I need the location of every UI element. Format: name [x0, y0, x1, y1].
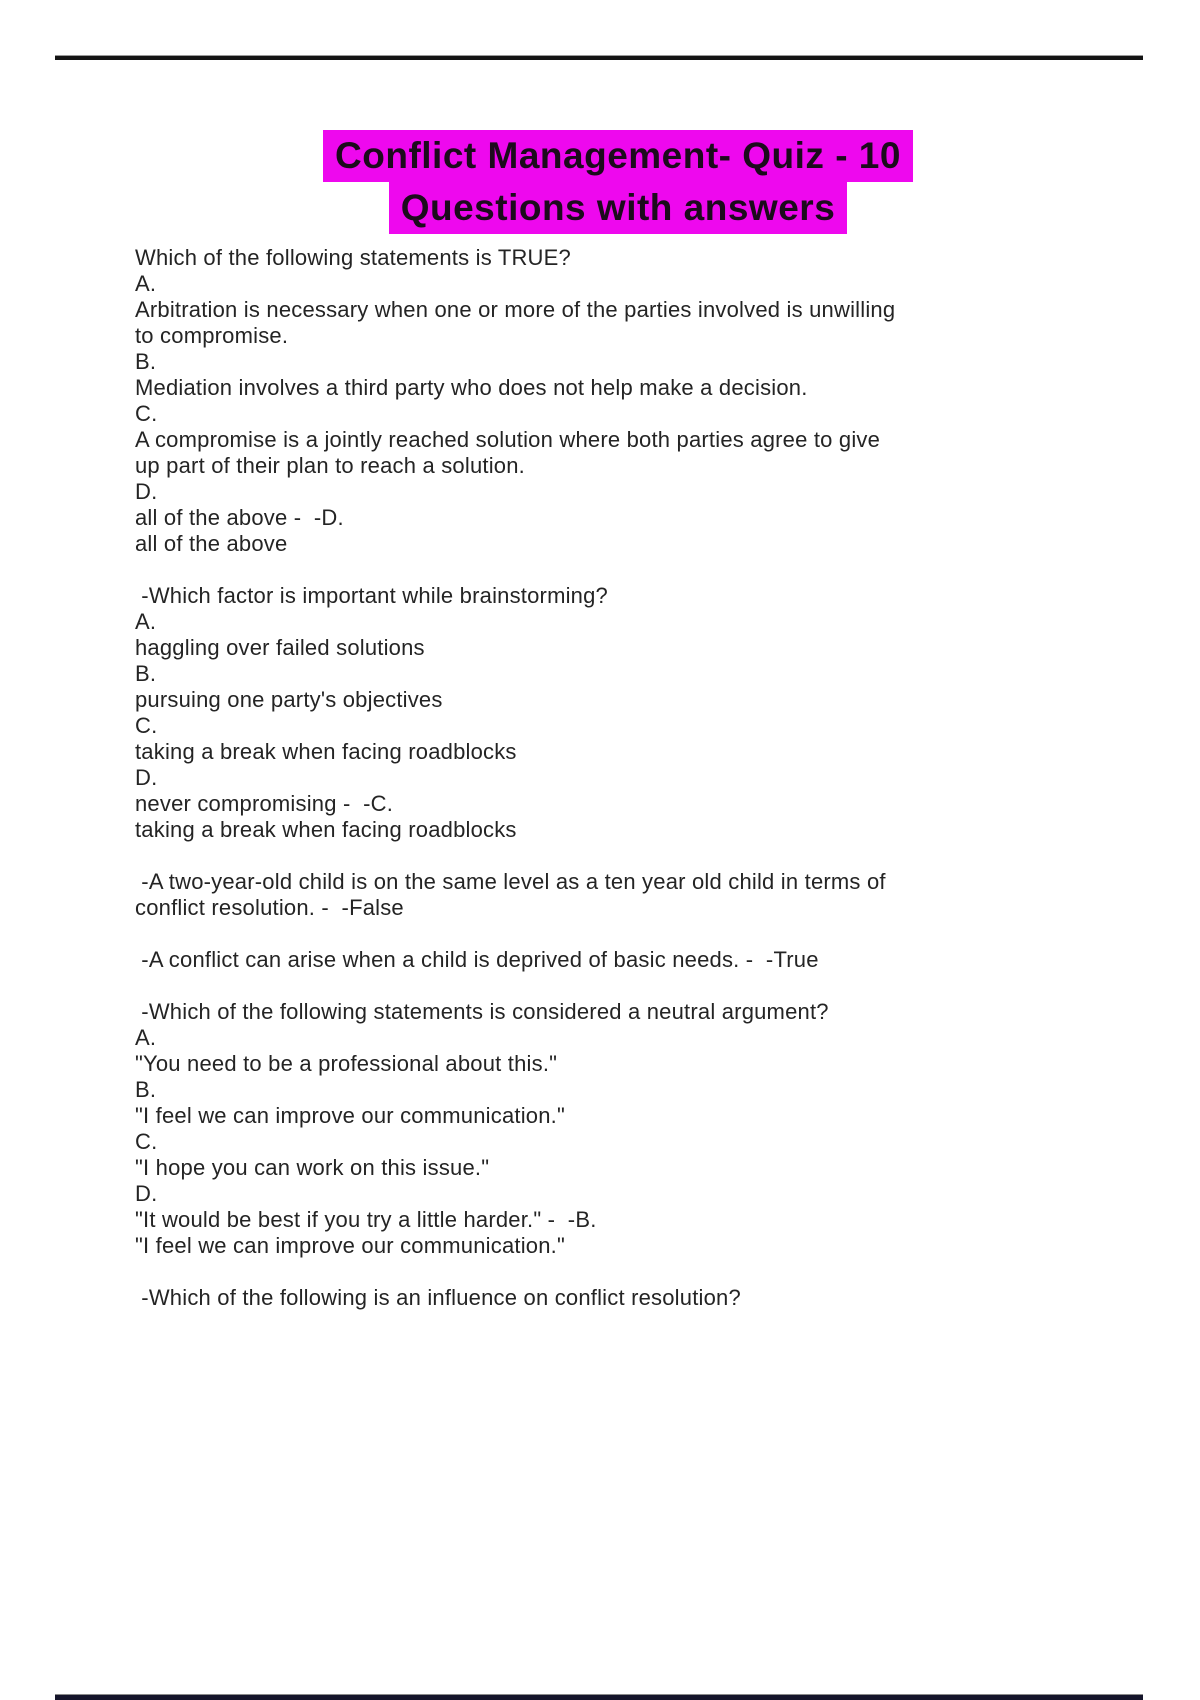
document-line: "I feel we can improve our communication.": [135, 1233, 565, 1258]
document-line: C.: [135, 713, 158, 738]
document-line: C.: [135, 1129, 158, 1154]
document-line: B.: [135, 661, 157, 686]
blank-line: [135, 921, 1145, 947]
blank-line: [135, 973, 1145, 999]
document-line: pursuing one party's objectives: [135, 687, 443, 712]
document-line: D.: [135, 1181, 158, 1206]
document-line: A.: [135, 1025, 157, 1050]
document-line: never compromising - -C.: [135, 791, 394, 816]
document-line: "It would be best if you try a little harder." - -B.: [135, 1207, 597, 1232]
document-line: Mediation involves a third party who does not help make a decision.: [135, 375, 808, 400]
document-line: -A two-year-old child is on the same level as a ten year old child in terms of: [135, 869, 886, 894]
document-line: -A conflict can arise when a child is deprived of basic needs. - -True: [135, 947, 819, 972]
document-line: A.: [135, 609, 157, 634]
blank-line: [135, 843, 1145, 869]
document-line: conflict resolution. - -False: [135, 895, 404, 920]
bottom-horizontal-rule: [55, 1694, 1143, 1700]
document-line: Arbitration is necessary when one or more of the parties involved is unwilling: [135, 297, 896, 322]
document-line: taking a break when facing roadblocks: [135, 817, 517, 842]
top-horizontal-rule: [55, 55, 1143, 60]
blank-line: [135, 1259, 1145, 1285]
blank-line: [135, 557, 1145, 583]
document-line: D.: [135, 479, 158, 504]
document-line: -Which of the following statements is considered a neutral argument?: [135, 999, 829, 1024]
document-line: haggling over failed solutions: [135, 635, 425, 660]
document-line: A.: [135, 271, 157, 296]
document-line: taking a break when facing roadblocks: [135, 739, 517, 764]
quiz-body: [135, 245, 1145, 1311]
title-line-1: Conflict Management- Quiz - 10: [323, 130, 913, 182]
document-line: all of the above: [135, 531, 288, 556]
document-line: B.: [135, 1077, 157, 1102]
document-line: C.: [135, 401, 158, 426]
document-line: A compromise is a jointly reached solution where both parties agree to give: [135, 427, 881, 452]
document-line: Which of the following statements is TRUE?: [135, 245, 571, 270]
document-line: B.: [135, 349, 157, 374]
title-line-2: Questions with answers: [389, 182, 848, 234]
document-line: "I feel we can improve our communication.": [135, 1103, 565, 1128]
quiz-title: [0, 130, 1200, 234]
document-line: D.: [135, 765, 158, 790]
document-line: "You need to be a professional about this.": [135, 1051, 558, 1076]
document-line: -Which factor is important while brainstorming?: [135, 583, 608, 608]
document-line: "I hope you can work on this issue.": [135, 1155, 490, 1180]
document-line: all of the above - -D.: [135, 505, 344, 530]
document-line: -Which of the following is an influence on conflict resolution?: [135, 1285, 741, 1310]
document-line: to compromise.: [135, 323, 289, 348]
document-line: up part of their plan to reach a solution.: [135, 453, 525, 478]
